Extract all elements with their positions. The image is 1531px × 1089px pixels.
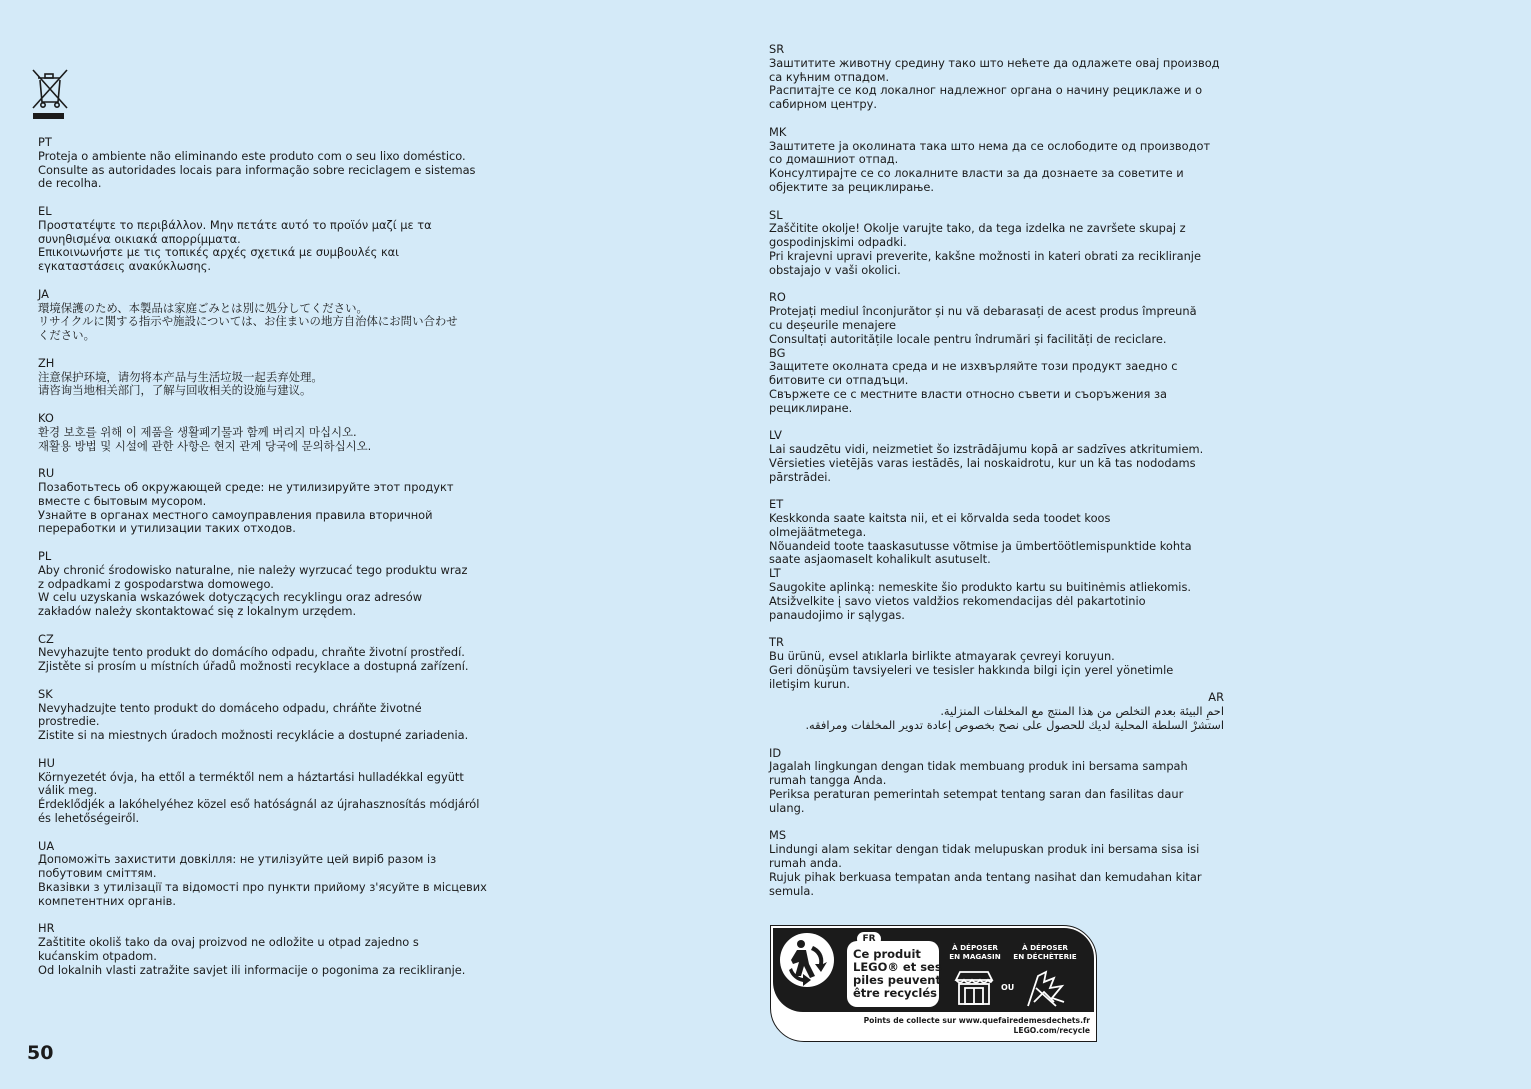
section-spacer — [769, 622, 1224, 636]
instruction-line: сабирном центру. — [769, 97, 877, 112]
dump-heading-line1: À DÉPOSER — [1022, 943, 1068, 952]
language-section-ms — [769, 829, 1224, 898]
language-section-id — [769, 747, 1224, 816]
language-section-ko — [38, 412, 498, 453]
instruction-line: Допоможіть захистити довкілля: не утилізуйте цей виріб разом із — [38, 852, 437, 867]
language-section-zh — [38, 357, 498, 398]
language-code: SR — [769, 42, 785, 56]
instruction-line: rumah anda. — [769, 856, 842, 871]
instruction-line: εγκαταστάσεις ανακύκλωσης. — [38, 259, 212, 274]
language-section-ro — [769, 291, 1224, 346]
instruction-line: zakładów należy skontaktować się z lokalnym urzędem. — [38, 604, 357, 619]
instruction-line: Узнайте в органах местного самоуправления правила вторичной — [38, 507, 433, 522]
store-heading-line1: À DÉPOSER — [952, 943, 998, 952]
instruction-line: Protejați mediul înconjurător și nu vă debarasați de acest produs împreună — [769, 304, 1197, 319]
product-message-line: LEGO® et ses — [853, 960, 942, 974]
section-spacer — [769, 485, 1224, 499]
instruction-line: 환경 보호를 위해 이 제품을 생활폐기물과 함께 버리지 마십시오. — [38, 424, 357, 439]
triman-recycling-label — [770, 925, 1097, 1042]
instruction-line: Заштитете ја околината така што нема да се ослободите од производот — [769, 138, 1211, 153]
instruction-line: Proteja o ambiente não eliminando este produto com o seu lixo doméstico. — [38, 148, 466, 163]
instruction-line: со домашниот отпад. — [769, 152, 899, 167]
recycling-bin-icon — [1024, 968, 1068, 1008]
instruction-line: olmejäätmetega. — [769, 524, 867, 539]
instruction-line: Свържете се с местните власти относно съвети и съоръжения за — [769, 386, 1167, 401]
language-code: SK — [38, 686, 53, 701]
instruction-line: ください。 — [38, 328, 95, 343]
instruction-line: Επικοινωνήστε με τις τοπικές αρχές σχετικά με συμβουλές και — [38, 245, 400, 260]
product-message-line: être recyclés — [853, 986, 937, 1000]
language-code: HU — [38, 755, 55, 770]
instruction-line: Lai saudzētu vidi, neizmetiet šo izstrādājumu kopā ar sadzīves atkritumiem. — [769, 442, 1204, 457]
section-spacer — [38, 453, 498, 467]
left-column — [38, 136, 498, 978]
instruction-line: компетентних органів. — [38, 893, 176, 908]
instruction-line: Προστατέψτε το περιβάλλον. Μην πετάτε αυτό το προϊόν μαζί με τα — [38, 217, 432, 232]
section-spacer — [38, 191, 498, 205]
instruction-line: W celu uzyskania wskazówek dotyczących recyklingu oraz adresów — [38, 590, 423, 605]
instruction-line: Zaščitite okolje! Okolje varujte tako, da tega izdelka ne završete skupaj z — [769, 221, 1186, 236]
language-code: HR — [38, 921, 55, 936]
language-section-mk — [769, 126, 1224, 195]
triman-product-message — [847, 941, 942, 1007]
instruction-line: Заштитите животну средину тако што нећете да одлажете овај производ — [769, 55, 1220, 70]
instruction-line: битовите си отпадъци. — [769, 373, 909, 388]
instruction-line: リサイクルに関する指示や施設については、お住まいの地方自治体にお問い合わせ — [38, 314, 458, 329]
language-section-sr — [769, 43, 1224, 112]
instruction-line: побутовим сміттям. — [38, 866, 157, 881]
language-code: ET — [769, 497, 784, 512]
language-section-cz — [38, 633, 498, 674]
instruction-line: és lehetőségeiről. — [38, 811, 140, 826]
instruction-line: panaudojimo ir sąlygas. — [769, 607, 905, 622]
crossed-out-bin-icon — [30, 68, 70, 122]
instruction-line: Консултирајте се со локалните власти за да дознаете за советите и — [769, 166, 1184, 181]
section-spacer — [38, 274, 498, 288]
instruction-line: Защитете околната среда и не изхвърляйте този продукт заедно с — [769, 359, 1178, 374]
product-message-line: Ce produit — [853, 947, 921, 961]
instruction-line: rumah tangga Anda. — [769, 773, 887, 788]
language-code: BG — [769, 345, 786, 360]
collection-points-footer — [864, 1016, 1090, 1036]
instruction-line: Geri dönüşüm tavsiyeleri ve tesisler hakkında bilgi için yerel yönetimle — [769, 662, 1174, 677]
instruction-line: συνηθισμένα οικιακά απορρίμματα. — [38, 231, 241, 246]
instruction-line: Rujuk pihak berkuasa tempatan anda tentang nasihat dan kemudahan kitar — [769, 869, 1202, 884]
language-code: TR — [769, 635, 784, 650]
instruction-line: вместе с бытовым мусором. — [38, 493, 207, 508]
section-spacer — [769, 112, 1224, 126]
fr-badge: FR — [857, 932, 881, 946]
section-spacer — [38, 674, 498, 688]
page-number: 50 — [27, 1042, 54, 1064]
instruction-line: Bu ürünü, evsel atıklarla birlikte atmayarak çevreyi koruyun. — [769, 649, 1115, 664]
instruction-line: објектите за рециклирање. — [769, 179, 935, 194]
instruction-line: 请咨询当地相关部门，了解与回收相关的设施与建议。 — [38, 383, 312, 398]
instruction-line: obstajajo v vaši okolici. — [769, 262, 901, 277]
language-section-lv — [769, 429, 1224, 484]
language-code: ZH — [38, 355, 55, 370]
language-section-el — [38, 205, 498, 274]
language-section-ar — [769, 691, 1224, 732]
language-code: EL — [38, 203, 52, 218]
instruction-line: cu deșeurile menajere — [769, 317, 897, 332]
language-code: PL — [38, 548, 52, 563]
instruction-line: Keskkonda saate kaitsta nii, et ei kõrvalda seda toodet koos — [769, 511, 1111, 526]
language-code: AR — [1208, 690, 1224, 705]
section-spacer — [38, 909, 498, 923]
instruction-line: Környezetét óvja, ha ettől a terméktől nem a háztartási hulladékkal együtt — [38, 769, 464, 784]
section-spacer — [38, 398, 498, 412]
instruction-line: احمِ البيئة بعدم التخلص من هذا المنتج مع المخلفات المنزلية. — [940, 704, 1224, 719]
instruction-line: Nevyhadzujte tento produkt do domáceho odpadu, chráňte životné — [38, 700, 422, 715]
instruction-line: Nõuandeid toote taaskasutusse võtmise ja ümbertöötlemispunktide kohta — [769, 538, 1192, 553]
instruction-line: ulang. — [769, 800, 805, 815]
instruction-line: استشرْ السلطة المحلية لديك للحصول على نصح بخصوص إعادة تدوير المخلفات ومرافقه. — [805, 718, 1224, 733]
section-spacer — [38, 826, 498, 840]
section-spacer — [769, 816, 1224, 830]
instruction-line: Вказівки з утилізації та відомості про пункти прийому з'ясуйте в місцевих — [38, 880, 487, 895]
instruction-line: переработки и утилизации таких отходов. — [38, 521, 296, 536]
language-section-et — [769, 498, 1224, 567]
language-section-ua — [38, 840, 498, 909]
language-code: KO — [38, 410, 54, 425]
language-section-ru — [38, 467, 498, 536]
language-section-hu — [38, 757, 498, 826]
product-message-line: piles peuvent — [853, 973, 941, 987]
instruction-line: saate asjaomaselt kohalikult asutuselt. — [769, 552, 991, 567]
instruction-line: Zjistěte si prosím u místních úřadů možnosti recyklace a dostupná zařízení. — [38, 659, 469, 674]
language-code: MK — [769, 124, 787, 139]
section-spacer — [769, 278, 1224, 292]
language-code: LT — [769, 566, 781, 581]
language-code: PT — [38, 135, 52, 149]
instruction-line: Periksa peraturan pemerintah setempat tentang saran dan fasilitas daur — [769, 787, 1184, 802]
instruction-line: z odpadkami z gospodarstwa domowego. — [38, 576, 274, 591]
triman-logo-icon — [777, 930, 837, 990]
instruction-line: са кућним отпадом. — [769, 69, 890, 84]
instruction-line: рециклиране. — [769, 400, 853, 415]
section-spacer — [38, 619, 498, 633]
instruction-line: prostredie. — [38, 714, 100, 729]
section-spacer — [38, 743, 498, 757]
instruction-line: semula. — [769, 883, 815, 898]
section-spacer — [769, 733, 1224, 747]
right-column — [769, 43, 1224, 898]
instruction-line: 環境保護のため、本製品は家庭ごみとは別に処分してください。 — [38, 300, 368, 315]
instruction-line: Zaštitite okoliš tako da ovaj proizvod ne odložite u otpad zajedno s — [38, 935, 419, 950]
language-section-pt — [38, 136, 498, 191]
language-code: CZ — [38, 631, 54, 646]
store-heading-line2: EN MAGASIN — [949, 951, 1001, 961]
instruction-line: pārstrādei. — [769, 469, 831, 484]
instruction-line: Od lokalnih vlasti zatražite savjet ili informacije o pogonima za recikliranje. — [38, 962, 466, 977]
language-code: SL — [769, 207, 783, 222]
language-section-sk — [38, 688, 498, 743]
language-section-sl — [769, 209, 1224, 278]
instruction-line: Распитајте се код локалног надлежног органа о начину рециклаже и о — [769, 83, 1203, 98]
language-section-pl — [38, 550, 498, 619]
language-code: JA — [38, 286, 49, 301]
language-section-bg — [769, 347, 1224, 416]
instruction-line: 注意保护环境，请勿将本产品与生活垃圾一起丢弃处理。 — [38, 369, 323, 384]
dump-heading — [1009, 944, 1081, 961]
lego-recycle-link: LEGO.com/recycle — [1013, 1026, 1090, 1035]
instruction-line: iletişim kurun. — [769, 676, 850, 691]
language-code: UA — [38, 838, 55, 853]
instruction-line: Jagalah lingkungan dengan tidak membuang produk ini bersama sampah — [769, 759, 1188, 774]
or-label: OU — [1001, 983, 1015, 992]
instruction-line: Позаботьтесь об окружающей среде: не утилизируйте этот продукт — [38, 479, 454, 494]
language-section-ja — [38, 288, 498, 343]
instruction-line: 재활용 방법 및 시설에 관한 사항은 현지 관계 당국에 문의하십시오. — [38, 438, 372, 453]
shop-icon — [954, 970, 994, 1006]
language-code: RO — [769, 290, 786, 305]
collection-points-text: Points de collecte sur www.quefairedemesdechets.fr — [863, 1016, 1090, 1025]
instruction-line: de recolha. — [38, 176, 102, 191]
instruction-line: Pri krajevni upravi preverite, kakšne možnosti in kateri obrati za recikliranje — [769, 248, 1201, 263]
language-section-hr — [38, 922, 498, 977]
instruction-line: Vērsieties vietējās varas iestādēs, lai noskaidrotu, kur un kā tas nododams — [769, 455, 1196, 470]
instruction-line: Érdeklődjék a lakóhelyéhez közel eső hatóságnál az újrahasznosítás módjáról — [38, 797, 480, 812]
language-section-tr — [769, 636, 1224, 691]
instruction-line: Nevyhazujte tento produkt do domácího odpadu, chraňte životní prostředí. — [38, 645, 465, 660]
section-spacer — [769, 416, 1224, 430]
language-section-lt — [769, 567, 1224, 622]
dump-heading-line2: EN DÉCHÈTERIE — [1013, 951, 1077, 961]
instruction-line: Aby chronić środowisko naturalne, nie należy wyrzucać tego produktu wraz — [38, 562, 468, 577]
instruction-line: Consultați autoritățile locale pentru îndrumări și facilități de reciclare. — [769, 331, 1167, 346]
section-spacer — [769, 195, 1224, 209]
instruction-line: Atsižvelkite į savo vietos valdžios rekomendacijas dėl pakartotinio — [769, 593, 1146, 608]
instruction-line: Zistite si na miestnych úradoch možnosti recyklácie a dostupné zariadenia. — [38, 728, 469, 743]
language-code: ID — [769, 745, 782, 760]
instruction-line: Consulte as autoridades locais para informação sobre reciclagem e sistemas — [38, 162, 476, 177]
instruction-line: gospodinjskimi odpadki. — [769, 235, 907, 250]
instruction-line: kućanskim otpadom. — [38, 949, 157, 964]
language-code: RU — [38, 466, 55, 481]
language-code: LV — [769, 428, 782, 443]
store-heading — [939, 944, 1011, 961]
instruction-line: Lindungi alam sekitar dengan tidak melupuskan produk ini bersama sisa isi — [769, 842, 1200, 857]
instruction-line: válik meg. — [38, 783, 98, 798]
section-spacer — [38, 536, 498, 550]
instruction-line: Saugokite aplinką: nemeskite šio produkto kartu su buitinėmis atliekomis. — [769, 580, 1192, 595]
language-code: MS — [769, 828, 787, 843]
section-spacer — [38, 343, 498, 357]
